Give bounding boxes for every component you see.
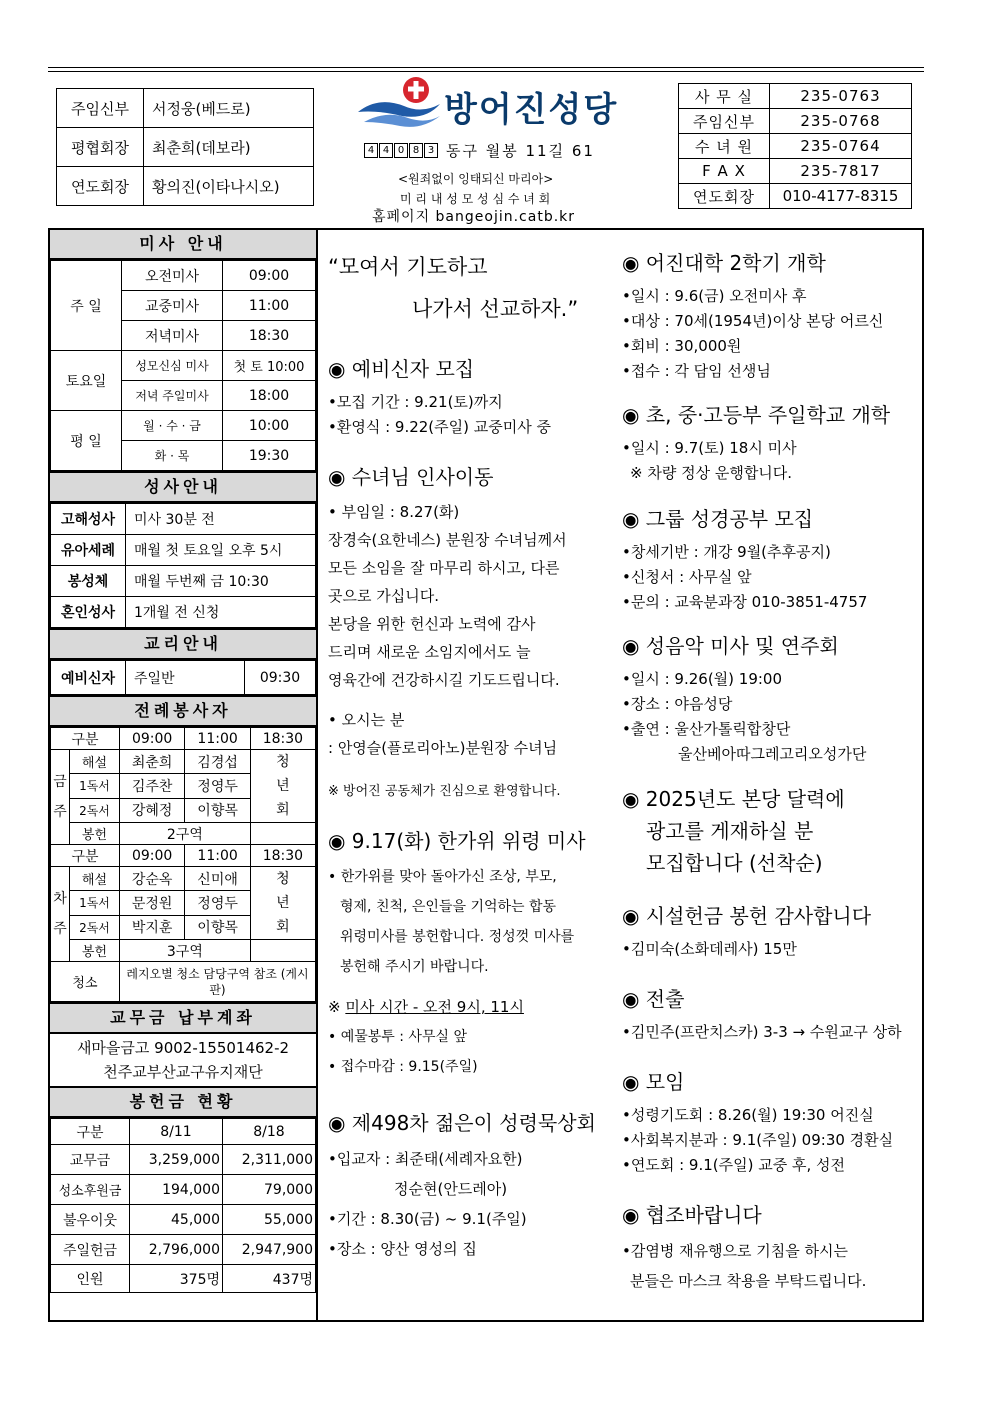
liturgy-person: 이향목 — [185, 915, 250, 939]
mass-title: 미사 안내 — [50, 230, 316, 260]
sister-coming-title: • 오시는 분 — [328, 711, 405, 729]
liturgy-header: 구분 — [51, 845, 120, 867]
address-line — [364, 140, 595, 161]
liturgy-header: 11:00 — [185, 728, 250, 750]
sister-line: 곳으로 가십니다. — [328, 587, 439, 605]
week-side-char: 주 — [53, 804, 67, 820]
cooperation-line: 분들은 마스크 착용을 부탁드립니다. — [630, 1272, 867, 1290]
mass-time: 18:30 — [223, 321, 316, 351]
contact-value: 235-0764 — [770, 134, 912, 159]
dues-title: 교무금 납부계좌 — [50, 1002, 316, 1034]
offering-label: 인원 — [51, 1265, 130, 1293]
sunday-label: 주 일 — [51, 261, 122, 351]
liturgy-role: 봉헌 — [70, 823, 120, 845]
empty-cell — [250, 940, 315, 962]
sacrament-label: 혼인성사 — [51, 597, 126, 628]
dues-holder: 천주교부산교구유지재단 — [103, 1063, 263, 1081]
liturgy-role: 해설 — [70, 867, 120, 891]
church-name: 방어진성당 — [444, 90, 619, 130]
mass-name: 성모신심 미사 — [122, 351, 223, 381]
weekday-label: 평 일 — [51, 411, 122, 471]
cleaning-info: 레지오별 청소 담당구역 참조 (게시판) — [119, 962, 315, 1002]
contact-label: 주임신부 — [679, 109, 770, 134]
concert-line: 울산베아따그레고리오성가단 — [678, 745, 867, 763]
chuseok-line: 봉헌해 주시기 바랍니다. — [340, 959, 489, 975]
youth-char: 청 — [276, 754, 290, 770]
transfer-title: ◉ 전출 — [622, 987, 685, 1011]
week-side-label — [51, 867, 70, 962]
youth-char: 청 — [276, 871, 290, 887]
liturgy-person: 김주찬 — [119, 774, 184, 798]
offering-title: 봉헌금 현황 — [50, 1086, 316, 1118]
left-column — [50, 230, 318, 1320]
liturgy-person: 박지훈 — [119, 915, 184, 939]
middle-column — [328, 252, 618, 1264]
concert-line: •일시 : 9.26(월) 19:00 — [622, 670, 783, 688]
sister-note: ※ 방어진 공동체가 진심으로 환영합니다. — [328, 784, 561, 799]
sister-line: 드리며 새로운 소임지에서도 늘 — [328, 643, 531, 661]
contact-table — [678, 83, 912, 209]
catechumen-title: ◉ 예비신자 모집 — [328, 357, 475, 381]
mass-name: 저녁 주일미사 — [122, 381, 223, 411]
staff-role: 주임신부 — [57, 89, 144, 128]
church-logo — [356, 76, 656, 132]
chuseok-line: • 한가위를 맞아 돌아가신 조상, 부모, — [328, 869, 557, 885]
doctrine-table — [50, 660, 316, 695]
college-title: ◉ 어진대학 2학기 개학 — [622, 251, 826, 275]
offering-header: 구분 — [51, 1119, 130, 1145]
cooperation-title: ◉ 협조바랍니다 — [622, 1203, 762, 1227]
liturgy-person: 최춘희 — [119, 750, 184, 774]
offering-label: 주일헌금 — [51, 1235, 130, 1265]
sister-title: ◉ 수녀님 인사이동 — [328, 465, 494, 489]
college-line: •접수 : 각 담임 선생님 — [622, 362, 771, 380]
calendar-notice — [622, 783, 918, 879]
concert-line: •장소 : 야음성당 — [622, 695, 733, 713]
top-rule-2 — [48, 71, 924, 72]
offering-value: 45,000 — [130, 1205, 223, 1235]
offering-value: 79,000 — [223, 1175, 316, 1205]
liturgy-header: 18:30 — [250, 845, 315, 867]
motto: <원죄없이 잉태되신 마리아> — [398, 172, 554, 186]
sacrament-value: 매월 첫 토요일 오후 5시 — [126, 535, 316, 566]
chuseok-body — [328, 862, 618, 1082]
dues-account-box — [50, 1034, 316, 1086]
contact-value: 010-4177-8315 — [770, 184, 912, 209]
facility-line: •김미숙(소화데레사) 15만 — [622, 940, 797, 958]
college-line: •회비 : 30,000원 — [622, 337, 742, 355]
liturgy-person: 강혜정 — [119, 798, 184, 822]
mass-name: 교중미사 — [122, 291, 223, 321]
sacrament-title: 성사안내 — [50, 471, 316, 503]
liturgy-person: 신미애 — [185, 867, 250, 891]
sister-body — [328, 498, 618, 806]
week-side-char: 금 — [53, 774, 67, 790]
retreat-line: 정순현(안드레아) — [394, 1180, 508, 1198]
quote-line-1: “모여서 기도하고 — [328, 255, 488, 279]
empty-cell — [250, 823, 315, 845]
liturgy-table — [50, 727, 316, 1002]
postcode-digit: 3 — [424, 143, 438, 158]
mass-name: 월 · 수 · 금 — [122, 411, 223, 441]
staff-role: 평협회장 — [57, 128, 144, 167]
doctrine-title: 교리안내 — [50, 628, 316, 660]
calendar-line: ◉ 2025년도 본당 달력에 — [622, 787, 845, 811]
catechumen-line: •모집 기간 : 9.21(토)까지 — [328, 393, 503, 411]
contact-value: 235-7817 — [770, 159, 912, 184]
offering-value: 2,796,000 — [130, 1235, 223, 1265]
cleaning-label: 청소 — [51, 962, 120, 1002]
sister-line: 본당을 위한 헌신과 노력에 감사 — [328, 615, 536, 633]
mass-time: 19:30 — [223, 441, 316, 471]
liturgy-title: 전례봉사자 — [50, 695, 316, 727]
offering-value: 437명 — [223, 1265, 316, 1293]
liturgy-role: 해설 — [70, 750, 120, 774]
offering-label: 성소후원금 — [51, 1175, 130, 1205]
chuseok-time: 미사 시간 - 오전 9시, 11시 — [345, 998, 524, 1016]
liturgy-header: 18:30 — [250, 728, 315, 750]
youth-char: 회 — [276, 919, 290, 935]
sister-line: 영육간에 건강하시길 기도드립니다. — [328, 671, 560, 689]
week-side-char: 차 — [53, 891, 67, 907]
meeting-line: •사회복지분과 : 9.1(주일) 09:30 경환실 — [622, 1131, 894, 1149]
youth-char: 년 — [276, 778, 290, 794]
offering-table — [50, 1118, 316, 1293]
meeting-line: •성령기도회 : 8.26(월) 19:30 어진실 — [622, 1106, 874, 1124]
doctrine-value: 주일반 — [126, 661, 245, 695]
meeting-line: •연도회 : 9.1(주일) 교중 후, 성전 — [622, 1156, 845, 1174]
calendar-line: 모집합니다 (선착순) — [646, 851, 823, 875]
liturgy-person: 정영두 — [185, 774, 250, 798]
bible-title: ◉ 그룹 성경공부 모집 — [622, 507, 814, 531]
meeting-title: ◉ 모임 — [622, 1070, 685, 1094]
sacrament-label: 봉성체 — [51, 566, 126, 597]
week-side-char: 주 — [53, 921, 67, 937]
liturgy-role: 1독서 — [70, 891, 120, 915]
staff-name: 황의진(이타나시오) — [144, 167, 314, 206]
contact-label: 수 녀 원 — [679, 134, 770, 159]
mass-table — [50, 260, 316, 471]
chuseok-title: ◉ 9.17(화) 한가위 위령 미사 — [328, 829, 586, 853]
concert-title: ◉ 성음악 미사 및 연주회 — [622, 634, 839, 658]
liturgy-header: 11:00 — [185, 845, 250, 867]
calendar-line: 광고를 게재하실 분 — [646, 819, 814, 843]
youth-group — [250, 750, 315, 823]
staff-table — [56, 88, 314, 206]
catechumen-line: •환영식 : 9.22(주일) 교중미사 중 — [328, 418, 551, 436]
youth-group — [250, 867, 315, 940]
mass-name: 화 · 목 — [122, 441, 223, 471]
college-line: •대상 : 70세(1954년)이상 본당 어르신 — [622, 312, 884, 330]
contact-value: 235-0768 — [770, 109, 912, 134]
contact-label: 사 무 실 — [679, 84, 770, 109]
offering-value: 375명 — [130, 1265, 223, 1293]
doctrine-time: 09:30 — [245, 661, 316, 695]
liturgy-role: 봉헌 — [70, 940, 120, 962]
sacrament-value: 미사 30분 전 — [126, 504, 316, 535]
liturgy-role: 2독서 — [70, 798, 120, 822]
offering-value: 194,000 — [130, 1175, 223, 1205]
liturgy-header: 09:00 — [119, 845, 184, 867]
sister-line: • 부임일 : 8.27(화) — [328, 503, 460, 521]
liturgy-person: 문정원 — [119, 891, 184, 915]
mass-time: 09:00 — [223, 261, 316, 291]
society-name: 미 리 내 성 모 성 심 수 녀 회 — [400, 192, 551, 206]
postcode-digit: 8 — [409, 143, 423, 158]
bible-line: •신청서 : 사무실 앞 — [622, 568, 752, 586]
liturgy-person: 강순옥 — [119, 867, 184, 891]
staff-name: 서정웅(베드로) — [144, 89, 314, 128]
concert-line: •출연 : 울산가톨릭합창단 — [622, 720, 791, 738]
offering-value: 2,311,000 — [223, 1145, 316, 1175]
mass-time: 11:00 — [223, 291, 316, 321]
postcode-digit: 4 — [364, 143, 378, 158]
sacrament-label: 고해성사 — [51, 504, 126, 535]
liturgy-person: 이향목 — [185, 798, 250, 822]
quote-line-2: 나가서 선교하자.” — [412, 297, 579, 321]
retreat-line: •장소 : 양산 영성의 집 — [328, 1240, 477, 1258]
bible-line: •문의 : 교육분과장 010-3851-4757 — [622, 593, 868, 611]
offering-value: 2,947,900 — [223, 1235, 316, 1265]
sunday-school-line: ※ 차량 정상 운행합니다. — [630, 464, 793, 482]
postcode-digit: 4 — [379, 143, 393, 158]
liturgy-person: 정영두 — [185, 891, 250, 915]
right-column — [622, 248, 918, 1296]
chuseok-after: • 예물봉투 : 사무실 앞 — [328, 1029, 467, 1045]
sister-line: 장경숙(요한네스) 분원장 수녀님께서 — [328, 531, 567, 549]
chuseok-after: • 접수마감 : 9.15(주일) — [328, 1059, 478, 1075]
offering-value: 55,000 — [223, 1205, 316, 1235]
retreat-title: ◉ 제498차 젊은이 성령묵상회 — [328, 1111, 596, 1135]
homepage: 홈페이지 bangeojin.catb.kr — [372, 209, 576, 225]
mass-name: 저녁미사 — [122, 321, 223, 351]
sacrament-label: 유아세례 — [51, 535, 126, 566]
sister-line: 모든 소임을 잘 마무리 하시고, 다른 — [328, 559, 560, 577]
bible-line: •창세기반 : 개강 9월(추후공지) — [622, 543, 831, 561]
bulletin-frame — [48, 228, 924, 1322]
sacrament-table — [50, 503, 316, 628]
liturgy-role: 2독서 — [70, 915, 120, 939]
liturgy-person: 김경섭 — [185, 750, 250, 774]
offering-label: 교무금 — [51, 1145, 130, 1175]
address-text: 동구 월봉 11길 61 — [446, 142, 595, 160]
top-rule — [48, 67, 924, 68]
retreat-line: •입교자 : 최준태(세례자요한) — [328, 1150, 523, 1168]
retreat-line: •기간 : 8.30(금) ~ 9.1(주일) — [328, 1210, 527, 1228]
contact-label: 연도회장 — [679, 184, 770, 209]
chuseok-line: 형제, 친척, 은인들을 기억하는 합동 — [340, 899, 557, 915]
doctrine-label: 예비신자 — [51, 661, 126, 695]
sunday-school-title: ◉ 초, 중·고등부 주일학교 개학 — [622, 403, 891, 427]
liturgy-header: 구분 — [51, 728, 120, 750]
sunday-school-line: •일시 : 9.7(토) 18시 미사 — [622, 439, 797, 457]
chuseok-line: 위령미사를 봉헌합니다. 정성껏 미사를 — [340, 929, 575, 945]
church-emblem-icon — [356, 76, 442, 132]
week-side-label — [51, 750, 70, 845]
transfer-line: •김민주(프란치스카) 3-3 → 수원교구 상하 — [622, 1023, 902, 1041]
liturgy-header: 09:00 — [119, 728, 184, 750]
staff-name: 최춘희(데보라) — [144, 128, 314, 167]
facility-title: ◉ 시설헌금 봉헌 감사합니다 — [622, 904, 872, 928]
sacrament-value: 1개월 전 신청 — [126, 597, 316, 628]
offering-group: 2구역 — [119, 823, 250, 845]
staff-role: 연도회장 — [57, 167, 144, 206]
offering-group: 3구역 — [119, 940, 250, 962]
sister-coming: : 안영슬(플로리아노)분원장 수녀님 — [328, 739, 558, 757]
mass-name: 오전미사 — [122, 261, 223, 291]
retreat-body — [328, 1144, 618, 1264]
contact-label: F A X — [679, 159, 770, 184]
sacrament-value: 매월 두번째 금 10:30 — [126, 566, 316, 597]
contact-value: 235-0763 — [770, 84, 912, 109]
offering-label: 불우이웃 — [51, 1205, 130, 1235]
offering-header: 8/11 — [130, 1119, 223, 1145]
saturday-label: 토요일 — [51, 351, 122, 411]
mass-time: 18:00 — [223, 381, 316, 411]
college-line: •일시 : 9.6(금) 오전미사 후 — [622, 287, 807, 305]
youth-char: 회 — [276, 802, 290, 818]
youth-char: 년 — [276, 895, 290, 911]
offering-value: 3,259,000 — [130, 1145, 223, 1175]
dues-account: 새마을금고 9002-15501462-2 — [76, 1039, 290, 1057]
postcode-digit: 0 — [394, 143, 408, 158]
liturgy-role: 1독서 — [70, 774, 120, 798]
offering-header: 8/18 — [223, 1119, 316, 1145]
cooperation-line: •감염병 재유행으로 기침을 하시는 — [622, 1242, 849, 1260]
mass-time: 10:00 — [223, 411, 316, 441]
chuseok-time-mark: ※ — [328, 998, 341, 1016]
mass-time: 첫 토 10:00 — [223, 351, 316, 381]
